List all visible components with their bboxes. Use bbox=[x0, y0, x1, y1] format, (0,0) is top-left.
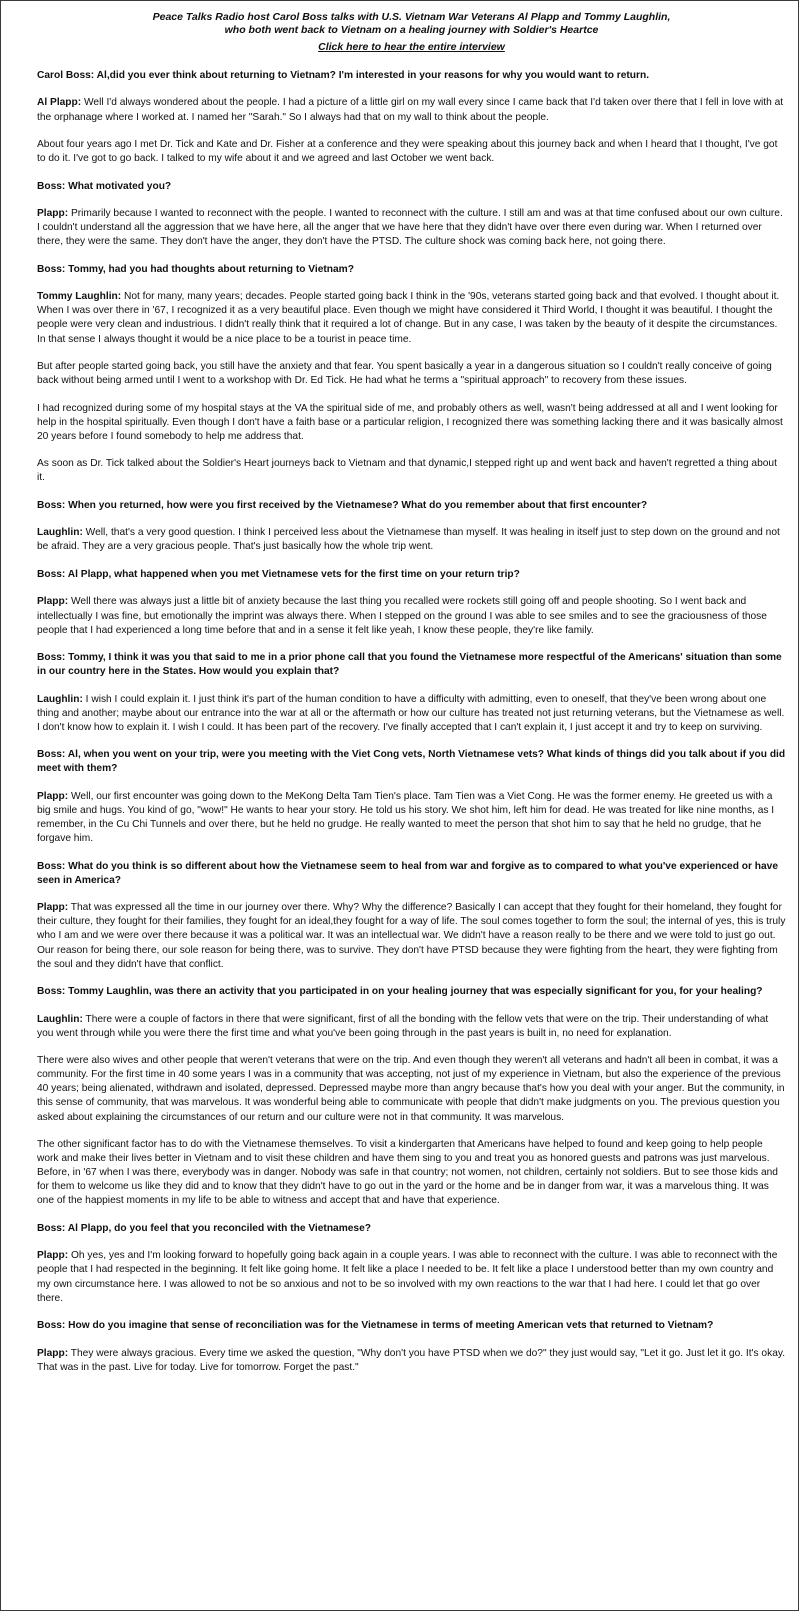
speaker-name: Plapp: bbox=[37, 1250, 69, 1262]
interview-answer bbox=[37, 1054, 786, 1124]
speaker-name: Plapp: bbox=[37, 790, 69, 802]
page-header bbox=[37, 11, 786, 55]
interview-answer bbox=[37, 457, 786, 485]
interview-answer bbox=[37, 138, 786, 166]
interview-answer bbox=[37, 1249, 786, 1305]
answer-text: Not for many, many years; decades. People started going back I think in the '90s, veterans started going back and that evolved. I thought about it. When I was over there in '67, I recognized it as a very beautiful place. Even though we might have considered it Third World, I thought it was beautiful. I thought the people were very clean and industrious. I didn't really think that it required a lot of change. But in any case, I was taken by the beauty of it despite the circumstances. In that sense I always thought it would be a nice place to be a tourist in peace time. bbox=[37, 291, 780, 345]
speaker-name: Plapp: bbox=[37, 902, 69, 914]
speaker-name: Laughlin: bbox=[37, 527, 83, 539]
speaker-name: Plapp: bbox=[37, 596, 69, 608]
full-interview-link[interactable]: Click here to hear the entire interview bbox=[318, 41, 505, 53]
interview-question: Boss: What do you think is so different about how the Vietnamese seem to heal from war and forgive as to compared to what you've experienced or have seen in America? bbox=[37, 860, 778, 886]
answer-text: About four years ago I met Dr. Tick and Kate and Dr. Fisher at a conference and they were speaking about this journey back and when I heard that I thought, I've got to do it. I've got to go back. I talked to my wife about it and we agreed and last October we went back. bbox=[37, 139, 778, 165]
speaker-name: Tommy Laughlin: bbox=[37, 291, 122, 303]
speaker-name: Al Plapp: bbox=[37, 97, 82, 109]
interview-answer bbox=[37, 595, 786, 637]
interview-question: Boss: Al Plapp, what happened when you met Vietnamese vets for the first time on your return trip? bbox=[37, 568, 520, 580]
answer-text: That was expressed all the time in our journey over there. Why? Why the difference? Basically I can accept that they fought for their homeland, they fought for their culture, they fought for their families, they fought for an ideal,they fought for a way of life. The soul comes together to form the soul; the internal of yes, this is truly who I am and we were over there because it was a political war. It was an intellectual war. We didn't have a reason really to be there and we were told to just go out. Our reason for being there, our sole reason for being there, was to survive. They don't have PTSD because they were fighting from the heart, they were fighting from the soul and they didn't have that conflict. bbox=[37, 902, 786, 970]
answer-text: There were also wives and other people that weren't veterans that were on the trip. And even though they weren't all veterans and hadn't all been in combat, it was a community. For the first time in 40 some years I was in a community that was accepting, not just of my experience in Vietnam, but also the experience of the previous 40 years; being alienated, withdrawn and isolated, depressed. Depressed maybe more than angry because that's how you deal with your anger. But the community, in this sense of community, that was marvelous. It was wonderful being able to communicate with people that didn't make judgments on you. The previous question you asked about explaining the circumstances of our return and our culture were not in that community. It was marvelous. bbox=[37, 1055, 785, 1123]
speaker-name: Laughlin: bbox=[37, 1013, 83, 1025]
answer-text: Well I'd always wondered about the people. I had a picture of a little girl on my wall every since I came back that I'd taken over there that I fell in love with at the orphanage where I worked at. I named her "Sarah." So I always had that on my wall to think about the people. bbox=[37, 97, 784, 123]
answer-text: Well, our first encounter was going down to the MeKong Delta Tam Tien's place. Tam Tien was a Viet Cong. He was the former enemy. He greeted us with a big smile and hugs. You kind of go, "wow!" He wants to hear your story. He told us his story. We shot him, left him for dead. He was treated for like nine months, as I remember, in the Cu Chi Tunnels and over there, but he held no grudge. He really wanted to meet the person that shot him to say that he held no grudge, that he forgave him. bbox=[37, 790, 775, 845]
interview-question: Boss: Al Plapp, do you feel that you reconciled with the Vietnamese? bbox=[37, 1222, 371, 1234]
interview-transcript bbox=[37, 69, 786, 1375]
interview-answer bbox=[37, 402, 786, 444]
interview-question: Boss: Tommy Laughlin, was there an activity that you participated in on your healing journey that was especially significant for you, for your healing? bbox=[37, 986, 763, 998]
interview-answer bbox=[37, 96, 786, 124]
header-line-2: who both went back to Vietnam on a healing journey with Soldier's Heartce bbox=[224, 24, 599, 36]
interview-answer bbox=[37, 290, 786, 346]
interview-question: Boss: When you returned, how were you first received by the Vietnamese? What do you remember about that first encounter? bbox=[37, 499, 648, 511]
interview-answer bbox=[37, 693, 786, 735]
interview-question: Boss: Tommy, had you had thoughts about returning to Vietnam? bbox=[37, 263, 354, 275]
header-line-1: Peace Talks Radio host Carol Boss talks with U.S. Vietnam War Veterans Al Plapp and Tommy Laughlin, bbox=[152, 11, 671, 23]
answer-text: Well there was always just a little bit of anxiety because the last thing you recalled were rockets still going off and people shooting. So I went back and intellectually I was fine, but emotionally the imprint was always there. When I stepped on the ground I was able to see smiles and to see the graciousness of those people that I had experienced a long time before that and in a sense it felt like yeah, I know these people, they're like family. bbox=[37, 596, 767, 636]
interview-answer bbox=[37, 901, 786, 971]
answer-text: I wish I could explain it. I just think it's part of the human condition to have a difficulty with admitting, even to oneself, that they've been wrong about one thing and another; maybe about our entrance into the war at all or the aftermath or how our culture has treated not just returning veterans, but the Vietnamese as well. I don't know how to explain it. I wish I could. It has been part of the recovery. I've finally accepted that I can't explain it, I just accept it and try to keep on surviving. bbox=[37, 693, 785, 733]
interview-question: Boss: Al, when you went on your trip, were you meeting with the Viet Cong vets, North Vietnamese vets? What kinds of things did you talk about if you did meet with them? bbox=[37, 749, 786, 775]
answer-text: There were a couple of factors in there that were significant, first of all the bonding with the fellow vets that were on the trip. Their understanding of what you went through while you were there the first time and what you've been going through in the past years is built in, no need for explanation. bbox=[37, 1013, 769, 1039]
interview-answer bbox=[37, 1013, 786, 1041]
speaker-name: Plapp: bbox=[37, 1347, 69, 1359]
interview-question: Carol Boss: Al,did you ever think about returning to Vietnam? I'm interested in your reasons for why you would want to return. bbox=[37, 70, 650, 81]
answer-text: Primarily because I wanted to reconnect with the people. I wanted to reconnect with the culture. I still am and was at that time confused about our own culture. I couldn't understand all the aggression that we have here, all the anger that we have here that they didn't have over there even during war. When I returned over there, they were the same. They don't have the anger, they don't have the PTSD. The culture shock was coming back here, not going there. bbox=[37, 208, 783, 248]
interview-question: Boss: Tommy, I think it was you that said to me in a prior phone call that you found the Vietnamese more respectful of the Americans' situation than some in our country here in the States. How would you explain that? bbox=[37, 652, 782, 678]
interview-question: Boss: What motivated you? bbox=[37, 180, 172, 192]
interview-question: Boss: How do you imagine that sense of reconciliation was for the Vietnamese in terms of meeting American vets that returned to Vietnam? bbox=[37, 1320, 714, 1332]
interview-answer bbox=[37, 1138, 786, 1208]
interview-answer bbox=[37, 360, 786, 388]
answer-text: I had recognized during some of my hospital stays at the VA the spiritual side of me, and probably others as well, wasn't being addressed at all and I went looking for help in the hospital spiritually. Even though I don't have a faith base or a particular religion, I recognized there was something lacking there and it was basically almost 20 years before I found somebody to help me address that. bbox=[37, 402, 783, 442]
answer-text: They were always gracious. Every time we asked the question, "Why don't you have PTSD when we do?" they just would say, "Let it go. Just let it go. It's okay. That was in the past. Live for today. Live for tomorrow. Forget the past." bbox=[37, 1347, 786, 1373]
speaker-name: Laughlin: bbox=[37, 693, 83, 705]
answer-text: Well, that's a very good question. I think I perceived less about the Vietnamese than myself. It was healing in itself just to step down on the ground and not be afraid. They are a very gracious people. That's just basically how the whole trip went. bbox=[37, 527, 780, 553]
interview-answer bbox=[37, 207, 786, 249]
speaker-name: Plapp: bbox=[37, 208, 69, 220]
answer-text: The other significant factor has to do with the Vietnamese themselves. To visit a kindergarten that Americans have helped to found and keep going to help people work and make their lives better in Vietnam and to visit these children and have them sing to you and treat you as honored guests and patrons was just marvelous. Before, in '67 when I was there, everybody was in danger. Nobody was safe in that country; not women, not children, certainly not soldiers. But to see those kids and for them to welcome us like they did and to know that they didn't have to go out in the yard or the home and be in danger from war, it was a marvelous thing. It was one of the happiest moments in my life to be able to witness and accept that and have that experience. bbox=[37, 1139, 778, 1207]
answer-text: But after people started going back, you still have the anxiety and that fear. You spent basically a year in a dangerous situation so I couldn't really conceive of going back without being armed until I went to a workshop with Dr. Ed Tick. He had what he terms a "spiritual approach" to recovery from these issues. bbox=[37, 361, 772, 387]
interview-answer bbox=[37, 1347, 786, 1375]
answer-text: As soon as Dr. Tick talked about the Soldier's Heart journeys back to Vietnam and that dynamic,I stepped right up and went back and haven't regretted a thing about it. bbox=[37, 458, 777, 484]
answer-text: Oh yes, yes and I'm looking forward to hopefully going back again in a couple years. I was able to reconnect with the culture. I was able to reconnect with the people that I had respected in the beginning. It felt like going home. It felt like a place I needed to be. It felt like a place I understood better than my own country and my own circumstance here. I was allowed to not be so anxious and not to be so involved with my own reactions to the war that I had here. I could let that go over there. bbox=[37, 1250, 778, 1304]
interview-answer bbox=[37, 790, 786, 846]
interview-answer bbox=[37, 526, 786, 554]
